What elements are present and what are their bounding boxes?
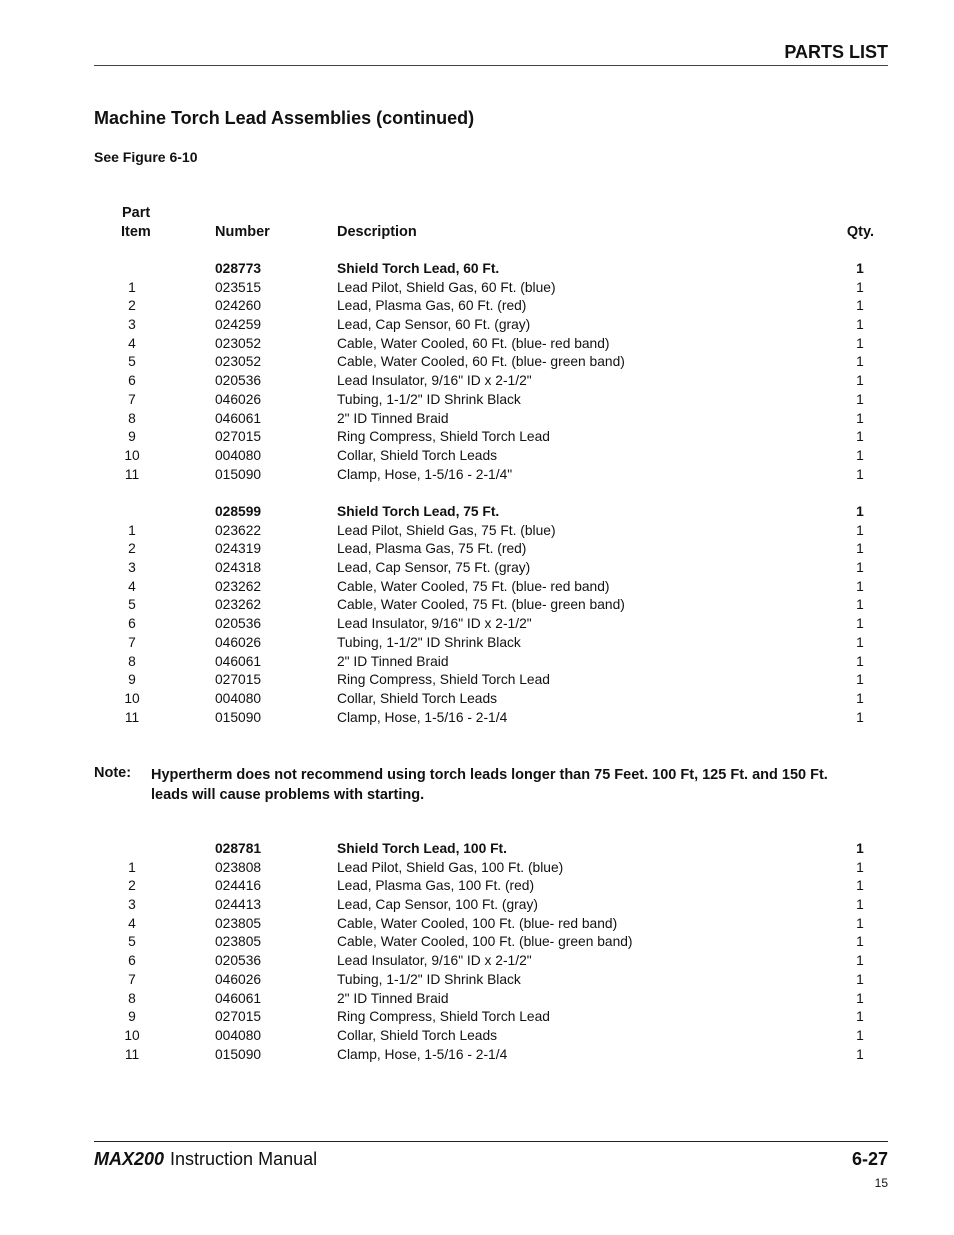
part-description-cell: 2" ID Tinned Braid [337,990,449,1006]
table-row [0,990,954,1009]
part-item-cell: 8 [128,653,136,669]
part-item-cell: 5 [128,354,136,370]
part-item-cell: 4 [128,915,136,931]
part-number-cell: 027015 [215,1009,262,1025]
part-description-cell: Ring Compress, Shield Torch Lead [337,429,550,445]
part-number-cell: 020536 [215,616,262,632]
part-qty-cell: 1 [856,560,864,576]
part-description-cell: Tubing, 1-1/2" ID Shrink Black [337,971,521,987]
part-description-cell: Lead Insulator, 9/16" ID x 2-1/2" [337,616,532,632]
part-qty-cell: 1 [856,653,864,669]
assembly-row [0,503,954,522]
part-item-cell: 3 [128,560,136,576]
part-number-cell: 024260 [215,298,262,314]
part-number-cell: 015090 [215,466,262,482]
part-description-cell: Collar, Shield Torch Leads [337,447,498,463]
table-row [0,316,954,335]
part-item-cell: 2 [128,541,136,557]
table-row [0,971,954,990]
part-number-cell: 004080 [215,690,262,706]
part-description-cell: Shield Torch Lead, 75 Ft. [337,504,500,519]
part-item-cell: 10 [124,1027,140,1043]
column-header-part: Part [122,205,151,221]
part-qty-cell: 1 [856,859,864,875]
part-number-cell: 046026 [215,634,262,650]
part-description-cell: Tubing, 1-1/2" ID Shrink Black [337,634,521,650]
part-item-cell: 5 [128,597,136,613]
table-row [0,559,954,578]
part-number-cell: 024319 [215,541,262,557]
part-number-cell: 023052 [215,335,262,351]
note-text: Hypertherm does not recommend using torch leads longer than 75 Feet. 100 Ft, 125 Ft. and 150 Ft. leads will cause problems with starting. [151,767,828,803]
part-description-cell: Lead Insulator, 9/16" ID x 2-1/2" [337,373,532,389]
column-header-description: Description [337,224,417,240]
part-description-cell: Lead, Cap Sensor, 60 Ft. (gray) [337,317,531,333]
part-description-cell: Shield Torch Lead, 60 Ft. [337,261,500,276]
part-number-cell: 024416 [215,878,262,894]
table-row [0,410,954,429]
part-number-cell: 046061 [215,990,262,1006]
part-item-cell: 9 [128,672,136,688]
part-number-cell: 024259 [215,317,262,333]
table-row [0,1027,954,1046]
parts-group-75ft [0,503,954,727]
part-number-cell: 023052 [215,354,262,370]
assembly-row [0,840,954,859]
part-description-cell: Cable, Water Cooled, 75 Ft. (blue- red band) [337,578,610,594]
page-number: 15 [874,1176,888,1190]
part-item-cell: 8 [128,990,136,1006]
table-row [0,877,954,896]
table-row [0,578,954,597]
part-description-cell: Clamp, Hose, 1-5/16 - 2-1/4 [337,709,508,725]
part-number-cell: 015090 [215,1046,262,1062]
part-qty-cell: 1 [856,934,864,950]
table-row [0,428,954,447]
part-item-cell: 6 [128,373,136,389]
part-item-cell: 2 [128,878,136,894]
part-number-cell: 004080 [215,1027,262,1043]
part-item-cell: 10 [124,690,140,706]
part-qty-cell: 1 [856,279,864,295]
table-row [0,671,954,690]
table-row [0,297,954,316]
part-number-cell: 046061 [215,653,262,669]
part-qty-cell: 1 [856,690,864,706]
figure-reference: See Figure 6-10 [94,149,198,165]
part-description-cell: Lead, Plasma Gas, 60 Ft. (red) [337,298,527,314]
header-rule [94,65,888,66]
part-description-cell: Tubing, 1-1/2" ID Shrink Black [337,391,521,407]
part-description-cell: Cable, Water Cooled, 60 Ft. (blue- red band) [337,335,610,351]
part-qty-cell: 1 [856,971,864,987]
part-number-cell: 023622 [215,522,262,538]
table-row [0,447,954,466]
footer-page-ref: 6-27 [851,1149,888,1169]
part-qty-cell: 1 [856,335,864,351]
part-number-cell: 024413 [215,897,262,913]
table-row [0,1008,954,1027]
part-number-cell: 046026 [215,391,262,407]
part-qty-cell: 1 [856,298,864,314]
parts-group-60ft [0,260,954,484]
part-item-cell: 9 [128,1009,136,1025]
part-description-cell: Lead, Cap Sensor, 75 Ft. (gray) [337,560,531,576]
part-description-cell: Lead Pilot, Shield Gas, 100 Ft. (blue) [337,859,564,875]
part-description-cell: Cable, Water Cooled, 75 Ft. (blue- green band) [337,597,625,613]
part-number-cell: 027015 [215,429,262,445]
column-header-number: Number [215,224,270,240]
part-qty-cell: 1 [856,391,864,407]
assembly-row [0,260,954,279]
part-number-cell: 020536 [215,373,262,389]
part-item-cell: 10 [124,447,140,463]
part-qty-cell: 1 [856,841,864,856]
part-qty-cell: 1 [856,504,864,519]
part-item-cell: 3 [128,317,136,333]
part-description-cell: Clamp, Hose, 1-5/16 - 2-1/4" [337,466,513,482]
section-title: Machine Torch Lead Assemblies (continued) [94,108,475,128]
table-row [0,335,954,354]
part-number-cell: 020536 [215,953,262,969]
part-qty-cell: 1 [856,915,864,931]
table-row [0,466,954,485]
table-row [0,522,954,541]
part-qty-cell: 1 [856,541,864,557]
part-item-cell: 1 [128,859,136,875]
part-description-cell: Lead, Plasma Gas, 100 Ft. (red) [337,878,535,894]
part-number-cell: 028773 [215,261,262,276]
part-qty-cell: 1 [856,466,864,482]
part-item-cell: 9 [128,429,136,445]
parts-group-100ft [0,840,954,1064]
part-description-cell: 2" ID Tinned Braid [337,410,449,426]
part-number-cell: 004080 [215,447,262,463]
part-item-cell: 6 [128,616,136,632]
table-row [0,353,954,372]
part-qty-cell: 1 [856,261,864,276]
table-row [0,615,954,634]
header-section-title: PARTS LIST [784,42,888,62]
table-row [0,690,954,709]
part-item-cell: 8 [128,410,136,426]
part-qty-cell: 1 [856,1009,864,1025]
part-description-cell: Lead, Cap Sensor, 100 Ft. (gray) [337,897,538,913]
part-description-cell: Cable, Water Cooled, 60 Ft. (blue- green band) [337,354,625,370]
column-header-qty: Qty. [846,224,874,240]
part-item-cell: 3 [128,897,136,913]
part-qty-cell: 1 [856,354,864,370]
part-qty-cell: 1 [856,522,864,538]
part-qty-cell: 1 [856,597,864,613]
part-qty-cell: 1 [856,578,864,594]
part-number-cell: 015090 [215,709,262,725]
part-description-cell: Collar, Shield Torch Leads [337,690,498,706]
part-item-cell: 4 [128,335,136,351]
part-qty-cell: 1 [856,373,864,389]
part-item-cell: 7 [128,634,136,650]
part-description-cell: Lead, Plasma Gas, 75 Ft. (red) [337,541,527,557]
column-header-item: Item [121,224,151,240]
part-qty-cell: 1 [856,634,864,650]
part-item-cell: 11 [124,466,140,482]
part-number-cell: 023808 [215,859,262,875]
part-qty-cell: 1 [856,672,864,688]
table-row [0,372,954,391]
part-number-cell: 028599 [215,504,262,519]
part-item-cell: 4 [128,578,136,594]
part-qty-cell: 1 [856,709,864,725]
table-row [0,896,954,915]
part-item-cell: 7 [128,391,136,407]
part-description-cell: 2" ID Tinned Braid [337,653,449,669]
part-number-cell: 023515 [215,279,262,295]
footer-manual: Instruction Manual [170,1149,318,1169]
table-row [0,634,954,653]
table-row [0,653,954,672]
part-qty-cell: 1 [856,429,864,445]
table-row [0,933,954,952]
table-row [0,952,954,971]
table-row [0,1046,954,1065]
part-qty-cell: 1 [856,410,864,426]
part-number-cell: 023262 [215,578,262,594]
table-row [0,596,954,615]
table-row [0,279,954,298]
part-qty-cell: 1 [856,878,864,894]
part-number-cell: 046061 [215,410,262,426]
part-number-cell: 023805 [215,915,262,931]
part-number-cell: 023805 [215,934,262,950]
part-description-cell: Ring Compress, Shield Torch Lead [337,672,550,688]
part-description-cell: Cable, Water Cooled, 100 Ft. (blue- red band) [337,915,618,931]
part-qty-cell: 1 [856,317,864,333]
part-item-cell: 1 [128,279,136,295]
part-description-cell: Lead Insulator, 9/16" ID x 2-1/2" [337,953,532,969]
part-qty-cell: 1 [856,1027,864,1043]
part-description-cell: Ring Compress, Shield Torch Lead [337,1009,550,1025]
part-number-cell: 024318 [215,560,262,576]
part-description-cell: Clamp, Hose, 1-5/16 - 2-1/4 [337,1046,508,1062]
note-label: Note: [94,765,132,781]
part-item-cell: 5 [128,934,136,950]
table-row [0,709,954,728]
part-qty-cell: 1 [856,990,864,1006]
part-number-cell: 027015 [215,672,262,688]
part-description-cell: Collar, Shield Torch Leads [337,1027,498,1043]
table-row [0,540,954,559]
table-row [0,391,954,410]
part-number-cell: 046026 [215,971,262,987]
part-description-cell: Cable, Water Cooled, 100 Ft. (blue- green band) [337,934,633,950]
table-row [0,859,954,878]
part-description-cell: Lead Pilot, Shield Gas, 60 Ft. (blue) [337,279,556,295]
part-description-cell: Shield Torch Lead, 100 Ft. [337,841,507,856]
part-qty-cell: 1 [856,953,864,969]
part-number-cell: 023262 [215,597,262,613]
part-item-cell: 2 [128,298,136,314]
table-row [0,915,954,934]
part-item-cell: 6 [128,953,136,969]
part-number-cell: 028781 [215,841,262,856]
footer-rule [94,1141,888,1142]
part-description-cell: Lead Pilot, Shield Gas, 75 Ft. (blue) [337,522,556,538]
part-item-cell: 1 [128,522,136,538]
part-qty-cell: 1 [856,616,864,632]
part-qty-cell: 1 [856,1046,864,1062]
part-qty-cell: 1 [856,447,864,463]
footer-manual-title [94,1149,317,1170]
part-qty-cell: 1 [856,897,864,913]
part-item-cell: 11 [124,1046,140,1062]
footer-brand: MAX200 [94,1149,165,1169]
part-item-cell: 11 [124,709,140,725]
part-item-cell: 7 [128,971,136,987]
